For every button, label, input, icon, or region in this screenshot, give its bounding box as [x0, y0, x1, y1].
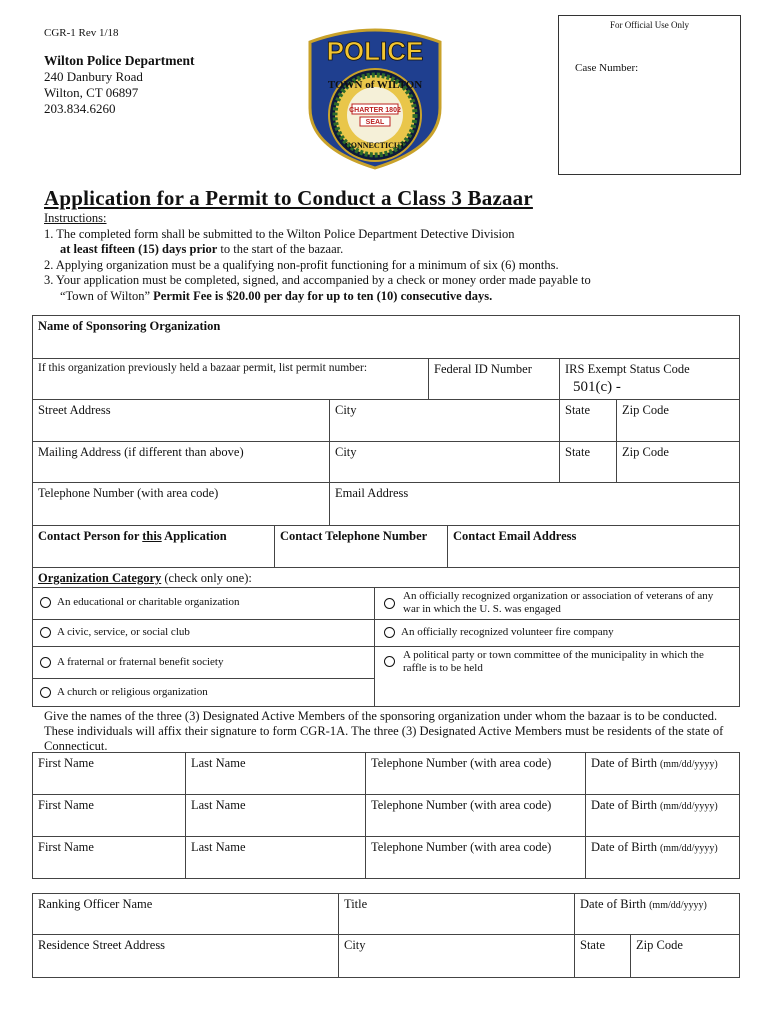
instruction-1-rest: to the start of the bazaar.: [217, 242, 344, 256]
category-divider-3: [32, 646, 740, 647]
case-number-label: Case Number:: [575, 62, 639, 74]
category-divider-1: [32, 587, 740, 588]
form-id: CGR-1 Rev 1/18: [44, 27, 119, 39]
category-divider-2: [32, 619, 740, 620]
instructions-heading: Instructions:: [44, 211, 107, 225]
mailing-state-field[interactable]: [559, 441, 617, 483]
badge-seal: SEAL: [365, 119, 385, 126]
state-field[interactable]: [559, 399, 617, 442]
member-1-last-name-label: Last Name: [191, 756, 246, 770]
official-use-heading: For Official Use Only: [609, 20, 690, 30]
member-3-last-name-field[interactable]: [185, 836, 366, 879]
mailing-state-label: State: [565, 445, 590, 459]
contact-person-field[interactable]: [32, 525, 275, 568]
member-2-dob-label: Date of Birth: [591, 798, 657, 812]
irs-code-value: 501(c) -: [573, 379, 621, 395]
category-option-political-label: A political party or town committee of the municipality in which the raffle is to be held: [403, 649, 704, 674]
police-badge-logo: [300, 20, 450, 170]
member-3-first-name-label: First Name: [38, 840, 94, 854]
instructions: [44, 211, 744, 304]
mailing-zip-field[interactable]: [616, 441, 740, 483]
category-heading-note: (check only one):: [161, 571, 252, 585]
radio-church[interactable]: [40, 687, 51, 698]
member-2-dob-format: (mm/dd/yyyy): [659, 801, 718, 812]
residence-zip-field[interactable]: [630, 934, 740, 978]
category-option-veterans-label: An officially recognized organization or association of veterans of any war in which the U. S. was engaged: [403, 590, 714, 615]
street-address-label: Street Address: [38, 403, 111, 417]
member-1-telephone-field[interactable]: [365, 752, 586, 795]
instruction-1-line-2: [44, 242, 744, 258]
contact-person-label-u: this: [142, 529, 162, 543]
category-option-fire-company-label: An officially recognized volunteer fire company: [401, 626, 614, 638]
member-3-dob-format: (mm/dd/yyyy): [659, 843, 718, 854]
member-2-telephone-field[interactable]: [365, 794, 586, 837]
member-3-last-name-label: Last Name: [191, 840, 246, 854]
previous-permit-label: If this organization previously held a bazaar permit, list permit number:: [38, 362, 368, 374]
department-city: Wilton, CT 06897: [44, 85, 139, 100]
residence-city-label: City: [344, 938, 366, 952]
members-intro: Give the names of the three (3) Designated Active Members of the sponsoring organization under whom the bazaar is to be conducted. These individuals will affix their signature to form CGR-1A. The three (3) Designated Active Members must be residents of the state of Connecticut.: [44, 709, 724, 753]
instruction-3-line-2: [44, 289, 744, 305]
page-title: Application for a Permit to Conduct a Class 3 Bazaar: [44, 186, 533, 210]
radio-political[interactable]: [384, 656, 395, 667]
instruction-2: 2. Applying organization must be a qualifying non-profit functioning for a minimum of six (6) months.: [44, 257, 559, 272]
category-option-church-label: A church or religious organization: [57, 686, 208, 698]
officer-dob-format: (mm/dd/yyyy): [649, 900, 707, 911]
member-1-dob-format: (mm/dd/yyyy): [659, 759, 718, 770]
officer-title-field[interactable]: [338, 893, 575, 935]
member-2-dob-field[interactable]: [585, 794, 740, 837]
federal-id-field[interactable]: [428, 358, 560, 400]
category-option-civic[interactable]: [40, 626, 190, 639]
radio-educational[interactable]: [40, 597, 51, 608]
radio-veterans[interactable]: [384, 598, 395, 609]
member-2-last-name-label: Last Name: [191, 798, 246, 812]
category-heading-label: Organization Category: [38, 571, 162, 585]
mailing-zip-label: Zip Code: [622, 445, 669, 459]
department-name: Wilton Police Department: [44, 53, 195, 68]
member-3-telephone-label: Telephone Number (with area code): [371, 840, 552, 854]
department-street: 240 Danbury Road: [44, 69, 143, 84]
mailing-address-label: Mailing Address (if different than above): [38, 445, 244, 459]
category-option-educational-label: An educational or charitable organization: [57, 596, 240, 608]
officer-dob-field[interactable]: [574, 893, 740, 935]
contact-person-label-b: Application: [161, 529, 227, 543]
category-option-civic-label: A civic, service, or social club: [57, 626, 190, 638]
state-label: State: [565, 403, 590, 417]
contact-phone-field[interactable]: [274, 525, 448, 568]
mailing-address-field[interactable]: [32, 441, 330, 483]
category-option-educational[interactable]: [40, 596, 239, 609]
contact-phone-label: Contact Telephone Number: [280, 529, 428, 543]
irs-code-field[interactable]: [559, 358, 740, 400]
telephone-field[interactable]: [32, 482, 330, 526]
member-2-last-name-field[interactable]: [185, 794, 366, 837]
member-3-telephone-field[interactable]: [365, 836, 586, 879]
mailing-city-field[interactable]: [329, 441, 560, 483]
member-2-first-name-field[interactable]: [32, 794, 186, 837]
radio-civic[interactable]: [40, 627, 51, 638]
instruction-3-payee: “Town of Wilton”: [60, 288, 154, 303]
member-1-telephone-label: Telephone Number (with area code): [371, 756, 552, 770]
telephone-label: Telephone Number (with area code): [38, 486, 219, 500]
member-3-dob-label: Date of Birth: [591, 840, 657, 854]
badge-state: CONNECTICUT: [344, 141, 406, 150]
irs-code-label: IRS Exempt Status Code: [565, 362, 690, 376]
radio-fire-company[interactable]: [384, 627, 395, 638]
street-address-field[interactable]: [32, 399, 330, 442]
instruction-1-deadline: at least fifteen (15) days prior: [60, 242, 218, 256]
member-1-first-name-field[interactable]: [32, 752, 186, 795]
department-phone: 203.834.6260: [44, 101, 116, 116]
radio-fraternal[interactable]: [40, 657, 51, 668]
category-option-church[interactable]: [40, 686, 208, 699]
officer-name-label: Ranking Officer Name: [38, 897, 153, 911]
federal-id-label: Federal ID Number: [434, 362, 532, 376]
officer-name-field[interactable]: [32, 893, 339, 935]
previous-permit-field[interactable]: [32, 358, 429, 400]
badge-ring-text: TOWN of WILTON: [327, 79, 423, 91]
officer-dob-label: Date of Birth: [580, 897, 646, 911]
category-col-divider: [374, 587, 375, 707]
residence-address-label: Residence Street Address: [38, 938, 166, 952]
category-heading: [38, 571, 252, 586]
sponsoring-org-label: Name of Sponsoring Organization: [38, 319, 221, 333]
sponsoring-org-field[interactable]: [32, 315, 740, 359]
official-use-box: [558, 15, 741, 175]
member-3-first-name-field[interactable]: [32, 836, 186, 879]
badge-chapter: CHARTER 1802: [349, 107, 401, 114]
email-label: Email Address: [335, 486, 409, 500]
city-field[interactable]: [329, 399, 560, 442]
mailing-city-label: City: [335, 445, 357, 459]
member-2-telephone-label: Telephone Number (with area code): [371, 798, 552, 812]
zip-label: Zip Code: [622, 403, 669, 417]
category-option-fraternal[interactable]: [40, 656, 223, 669]
zip-field[interactable]: [616, 399, 740, 442]
category-option-political[interactable]: [384, 649, 729, 675]
badge-top-text: POLICE: [326, 36, 424, 66]
contact-person-label-a: Contact Person for: [38, 529, 143, 543]
residence-state-label: State: [580, 938, 605, 952]
instruction-3-line-1: 3. Your application must be completed, signed, and accompanied by a check or money order made payable to: [44, 273, 591, 287]
member-1-last-name-field[interactable]: [185, 752, 366, 795]
contact-email-label: Contact Email Address: [453, 529, 577, 543]
category-option-fire-company[interactable]: [384, 626, 614, 639]
instruction-3-fee: Permit Fee is $20.00 per day for up to ten (10) consecutive days.: [153, 288, 493, 303]
department-address: [44, 53, 194, 117]
category-divider-4: [32, 678, 374, 679]
residence-state-field[interactable]: [574, 934, 631, 978]
residence-zip-label: Zip Code: [636, 938, 683, 952]
member-3-dob-field[interactable]: [585, 836, 740, 879]
member-1-dob-label: Date of Birth: [591, 756, 657, 770]
city-label: City: [335, 403, 357, 417]
email-field[interactable]: [329, 482, 740, 526]
category-option-fraternal-label: A fraternal or fraternal benefit society: [57, 656, 224, 668]
instruction-1-line-1: 1. The completed form shall be submitted to the Wilton Police Department Detective Division: [44, 226, 515, 241]
contact-email-field[interactable]: [447, 525, 740, 568]
residence-city-field[interactable]: [338, 934, 575, 978]
member-1-first-name-label: First Name: [38, 756, 94, 770]
category-option-veterans[interactable]: [384, 590, 729, 616]
member-1-dob-field[interactable]: [585, 752, 740, 795]
member-2-first-name-label: First Name: [38, 798, 94, 812]
officer-title-label: Title: [344, 897, 368, 911]
residence-address-field[interactable]: [32, 934, 339, 978]
